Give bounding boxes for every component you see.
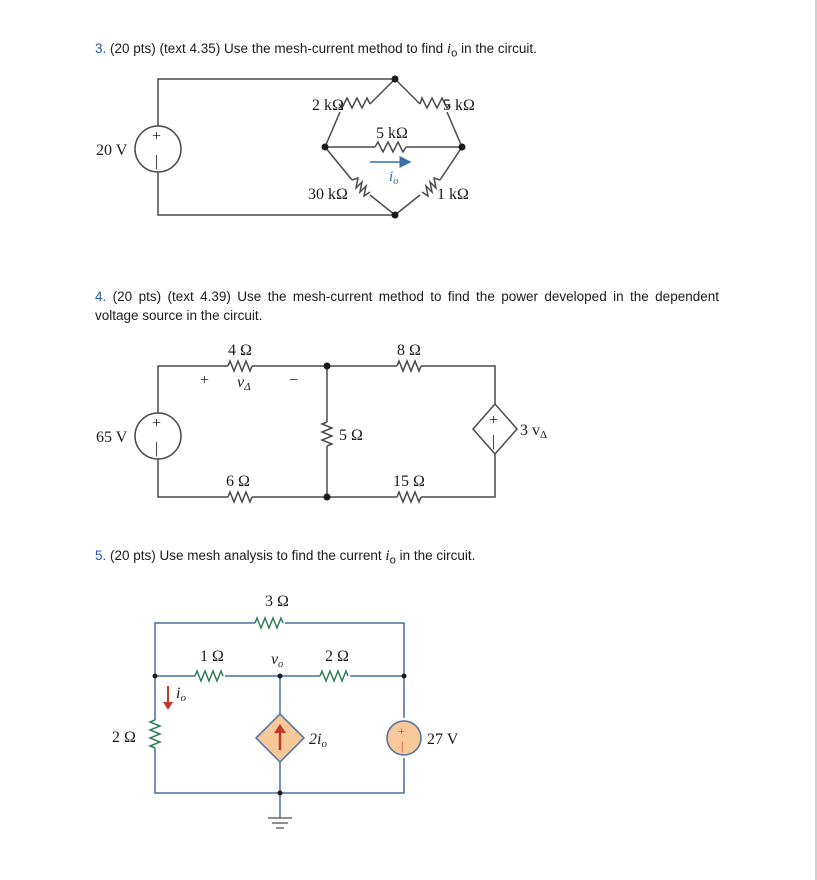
problem-number: 5. [95,548,107,563]
node-dot [402,674,407,679]
node-dot [278,791,283,796]
current-subscript: o [451,47,458,60]
problem-text: (20 pts) (text 4.39) Use the mesh-current method to find the power developed in the dependent voltage source in the circuit. [95,289,719,323]
wire [395,195,420,215]
resistor-label-bottom-left: 6 Ω [226,473,250,490]
resistor-label-bottom-right: 1 kΩ [437,186,469,203]
current-label: io [176,685,186,704]
dependent-source-label: 2io [309,731,327,750]
source-label: 20 V [96,142,128,159]
resistor-zigzag [228,361,252,371]
resistor-zigzag [195,671,223,681]
source-label: 27 V [427,731,459,748]
dep-plus-sign: + [489,412,499,429]
resistor-label-bottom-right: 15 Ω [393,473,425,490]
resistor-label-top-right: 8 Ω [397,342,421,359]
resistor-label-top-left: 2 kΩ [312,97,344,114]
source-minus-sign: | [155,440,159,457]
problem-text-end: in the circuit. [395,548,476,563]
resistor-zigzag [397,361,421,371]
resistor-zigzag [375,142,406,152]
problem-text: (20 pts) Use mesh analysis to find the current [106,548,386,563]
resistor-label-bottom-left: 30 kΩ [308,186,348,203]
node-voltage-label: vo [271,651,284,670]
wire [285,623,404,718]
vdelta-plus: + [200,372,210,389]
resistor-label-mid-right: 2 Ω [325,648,349,665]
source-plus-sign: + [398,724,405,738]
current-variable: i [446,41,452,57]
resistor-zigzag [150,720,160,748]
resistor-label-middle: 5 Ω [339,427,363,444]
node-dot [392,212,399,219]
current-variable: i [385,548,390,564]
resistor-label-mid-left: 1 Ω [200,648,224,665]
down-arrow-icon-head [163,702,173,710]
node-dot [278,674,283,679]
resistor-label-left: 2 Ω [112,729,136,746]
current-subscript: o [389,554,396,567]
node-dot [324,494,331,501]
wire [325,112,340,147]
resistor-zigzag [255,618,283,628]
vdelta-minus: − [289,372,299,389]
ground-symbol [268,818,292,828]
wire [158,459,228,497]
wire [370,79,395,104]
circuit-4 [135,361,517,502]
wire [325,147,352,180]
wire [440,147,462,180]
wire [447,112,462,147]
problem-text: (20 pts) (text 4.35) Use the mesh-current method to find [106,41,447,56]
wire [421,454,495,497]
node-dot [322,144,329,151]
wire [158,366,228,413]
problem-number: 4. [95,289,107,304]
source-plus-sign: + [152,415,162,432]
circuit-3 [135,79,462,215]
resistor-zigzag [322,422,332,446]
resistor-zigzag [397,492,421,502]
node-dot [392,76,399,83]
dependent-source-label: 3 vΔ [520,422,548,441]
wire [395,79,420,104]
wire [370,195,395,215]
wire [421,366,495,404]
resistor-label-top-right: 5 kΩ [443,97,475,114]
node-dot [324,363,331,370]
source-minus-sign: | [401,739,404,753]
resistor-label-top: 3 Ω [265,593,289,610]
source-label: 65 V [96,429,128,446]
node-dot [459,144,466,151]
problem-text-end: in the circuit. [457,41,537,56]
resistor-zigzag [352,178,370,196]
problem-number: 3. [95,41,107,56]
resistor-zigzag [228,492,252,502]
node-dot [153,674,158,679]
vdelta-label: vΔ [237,374,251,393]
resistor-zigzag [320,671,348,681]
source-minus-sign: | [155,153,159,170]
current-label: $i_o$ [389,169,399,187]
dep-minus-sign: | [492,433,496,450]
resistor-label-top-left: 4 Ω [228,342,252,359]
source-plus-sign: + [152,128,162,145]
resistor-label-middle: 5 kΩ [376,125,408,142]
